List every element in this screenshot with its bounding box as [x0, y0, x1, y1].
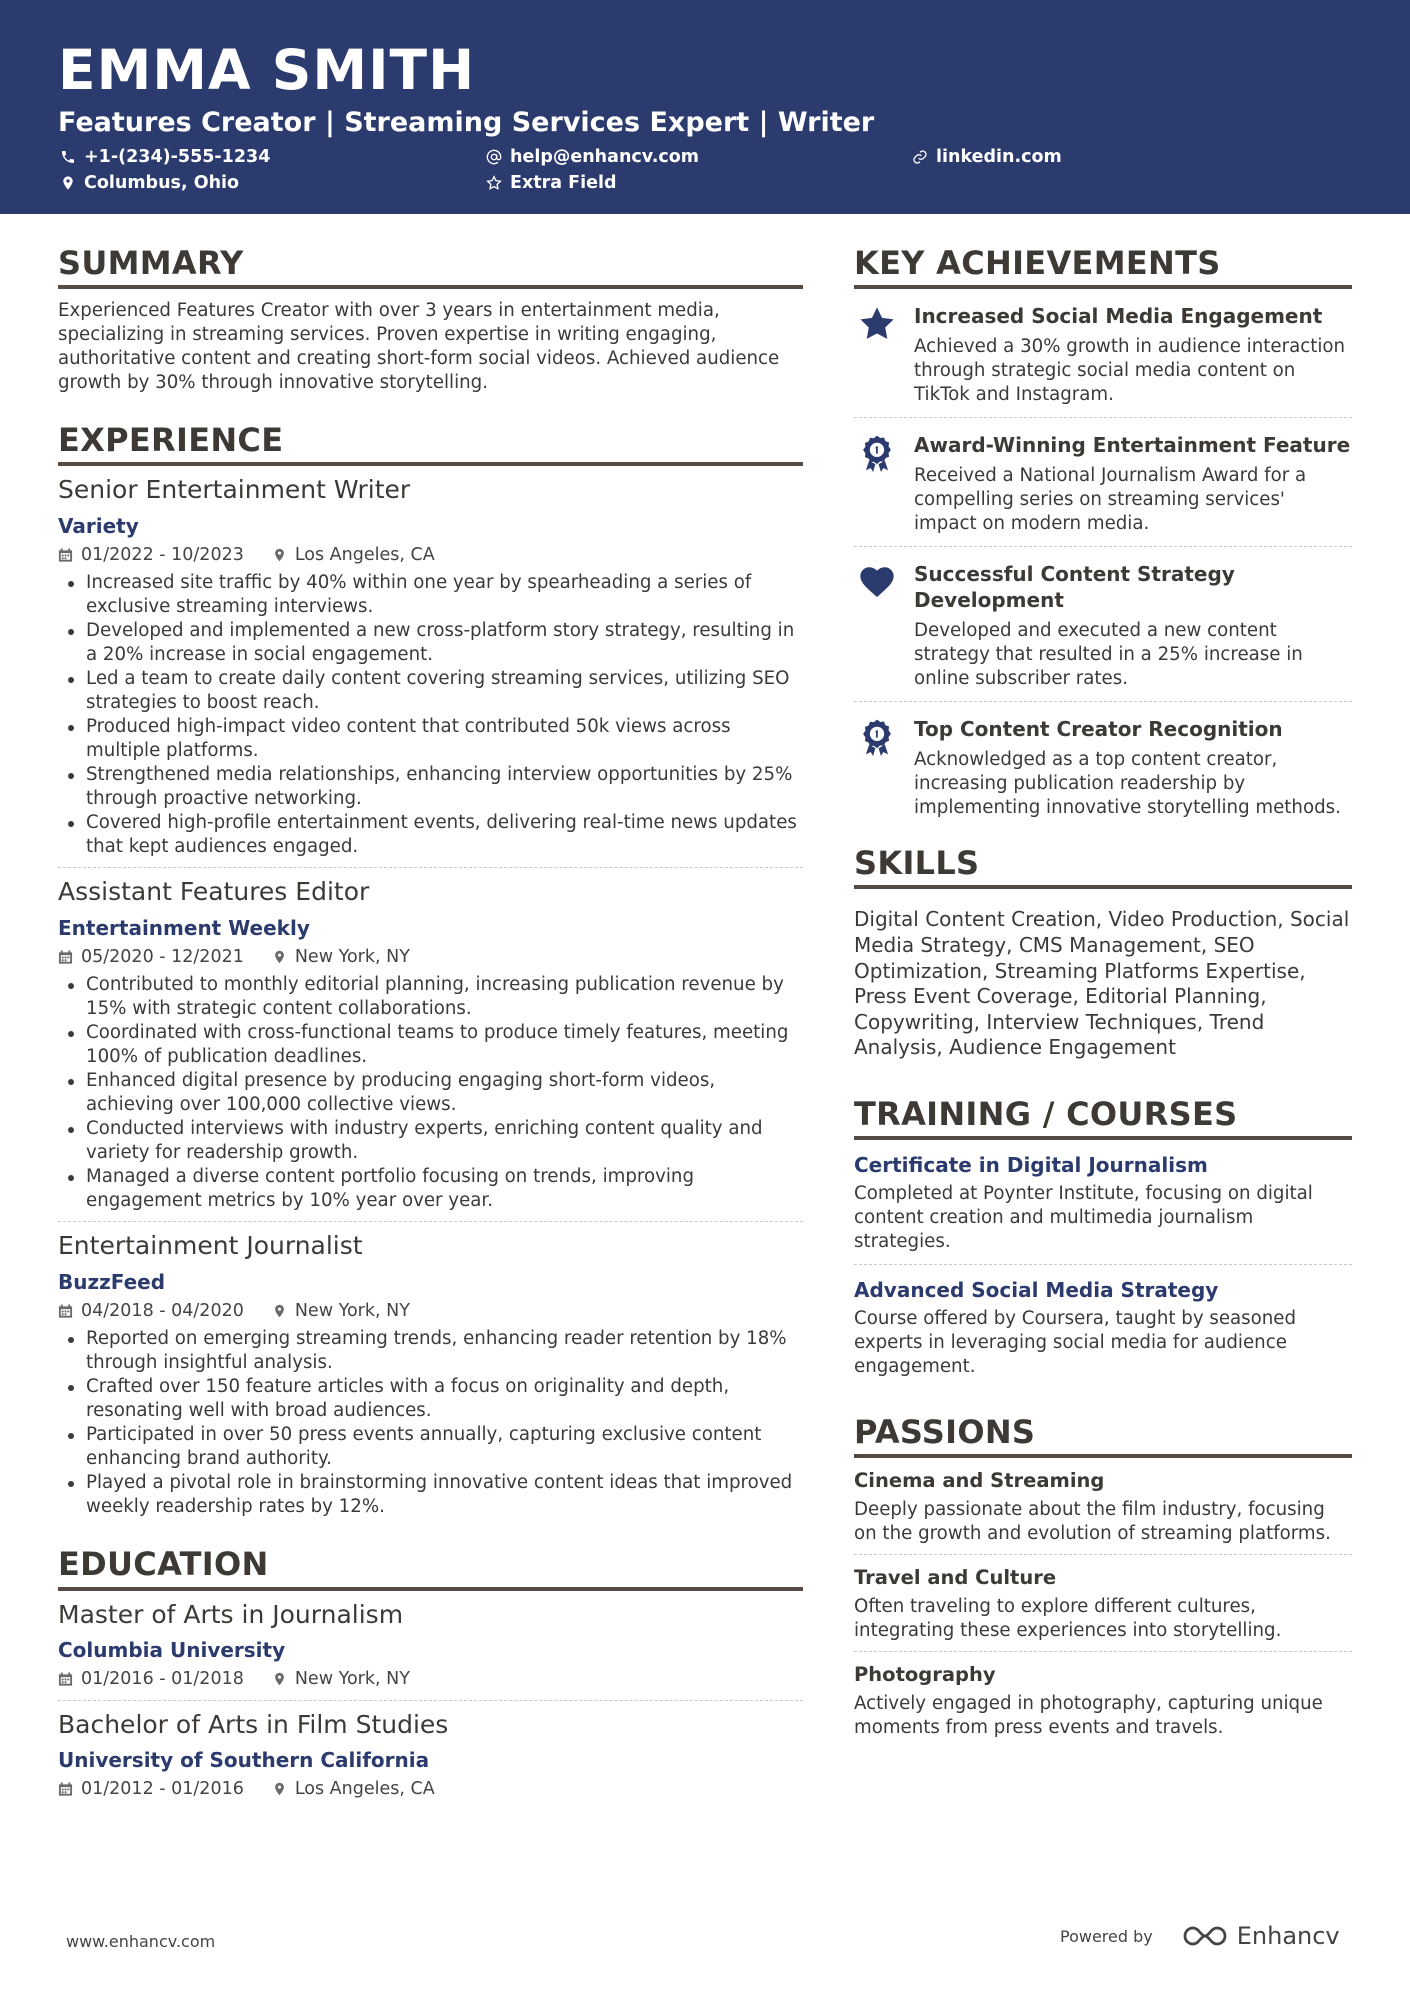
school-name: Columbia University: [58, 1638, 286, 1663]
footer-branding: [1060, 1922, 1340, 1950]
passion-item: [854, 1458, 1352, 1555]
company-name: Variety: [58, 513, 139, 538]
extra-text: Extra Field: [510, 173, 617, 194]
summary-heading: SUMMARY: [58, 246, 803, 289]
location-pin-icon: [272, 1671, 287, 1687]
calendar-icon: [58, 1781, 73, 1797]
email-text: help@enhancv.com: [510, 147, 700, 168]
star-icon: [858, 305, 896, 343]
list-item: Crafted over 150 feature articles with a focus on originality and depth, resonating well with broad audiences.: [58, 1375, 803, 1423]
calendar-icon: [58, 1671, 73, 1687]
passion-title: Cinema and Streaming: [854, 1469, 1105, 1493]
achievement-desc: Developed and executed a new content strategy that resulted in a 25% increase in online subscriber rates.: [914, 620, 1303, 690]
contact-location: [60, 173, 239, 193]
skills-list: Digital Content Creation, Video Production, Social Media Strategy, CMS Management, SEO Optimization, Streaming Platforms Expertise, Press Event Coverage, Editorial Planning, Copywriting, Interview Techniques, Trend Analysis, Audience Engagement: [854, 907, 1350, 1060]
list-item: Strengthened media relationships, enhancing interview opportunities by 25% through proactive networking.: [58, 763, 803, 811]
contact-extra: [486, 173, 617, 193]
contact-info: [58, 147, 1352, 203]
education-heading: EDUCATION: [58, 1547, 803, 1590]
achievement-title: Top Content Creator Recognition: [914, 717, 1283, 742]
passion-desc: Actively engaged in photography, capturing unique moments from press events and travels.: [854, 1693, 1323, 1739]
achievement-item: [854, 418, 1352, 547]
passion-desc: Often traveling to explore different cultures, integrating these experiences into storytelling.: [854, 1596, 1282, 1642]
calendar-icon: [58, 547, 73, 563]
education-meta: [58, 1777, 803, 1802]
passion-item: [854, 1652, 1352, 1748]
training-section: [854, 1094, 1352, 1389]
degree-title: Master of Arts in Journalism: [58, 1599, 404, 1629]
calendar-icon: [58, 1303, 73, 1319]
list-item: Developed and implemented a new cross-platform story strategy, resulting in a 20% increase in social engagement.: [58, 619, 803, 667]
skills-section: [854, 846, 1352, 1061]
experience-entry: [58, 1221, 803, 1519]
job-title: Senior Entertainment Writer: [58, 475, 411, 505]
achievement-title: Successful Content Strategy Development: [914, 562, 1235, 613]
candidate-name: EMMA SMITH: [58, 38, 476, 102]
course-desc: Course offered by Coursera, taught by seasoned experts in leveraging social media for audience engagement.: [854, 1308, 1297, 1378]
list-item: Managed a diverse content portfolio focusing on trends, improving engagement metrics by 10% year over year.: [58, 1165, 803, 1213]
passion-title: Photography: [854, 1663, 996, 1687]
passion-title: Travel and Culture: [854, 1566, 1057, 1590]
education-location: New York, NY: [272, 1667, 410, 1692]
education-dates: 01/2016 - 01/2018: [58, 1667, 244, 1692]
job-location: New York, NY: [272, 945, 410, 970]
award-ribbon-icon: [858, 718, 896, 756]
passions-heading: PASSIONS: [854, 1415, 1352, 1458]
contact-linkedin[interactable]: [912, 147, 1062, 167]
job-bullets: [58, 973, 803, 1213]
job-location: Los Angeles, CA: [272, 543, 435, 568]
calendar-icon: [58, 949, 73, 965]
summary-section: [58, 246, 803, 395]
link-icon: [912, 149, 928, 165]
passions-section: [854, 1415, 1352, 1748]
linkedin-text: linkedin.com: [936, 147, 1062, 168]
location-pin-icon: [272, 1303, 287, 1319]
job-meta: [58, 945, 803, 970]
achievements-heading: KEY ACHIEVEMENTS: [854, 246, 1352, 289]
list-item: Produced high-impact video content that contributed 50k views across multiple platforms.: [58, 715, 803, 763]
resume-header: [0, 0, 1410, 214]
list-item: Participated in over 50 press events annually, capturing exclusive content enhancing brand authority.: [58, 1423, 803, 1471]
powered-by-label: Powered by: [1060, 1926, 1153, 1946]
job-bullets: [58, 1327, 803, 1519]
achievement-title: Award-Winning Entertainment Feature: [914, 433, 1351, 458]
list-item: Led a team to create daily content covering streaming services, utilizing SEO strategies to boost reach.: [58, 667, 803, 715]
education-entry: [58, 1591, 803, 1692]
contact-email[interactable]: [486, 147, 699, 167]
degree-title: Bachelor of Arts in Film Studies: [58, 1709, 449, 1739]
location-pin-icon: [60, 175, 76, 191]
achievement-desc: Achieved a 30% growth in audience interaction through strategic social media content on TikTok and Instagram.: [914, 336, 1346, 406]
location-pin-icon: [272, 547, 287, 563]
course-title: Advanced Social Media Strategy: [854, 1278, 1219, 1303]
job-dates: 04/2018 - 04/2020: [58, 1299, 244, 1324]
achievement-item: [854, 289, 1352, 418]
job-dates: 01/2022 - 10/2023: [58, 543, 244, 568]
enhancv-logo[interactable]: [1181, 1922, 1340, 1950]
list-item: Coordinated with cross-functional teams to produce timely features, meeting 100% of publication deadlines.: [58, 1021, 803, 1069]
course-desc: Completed at Poynter Institute, focusing on digital content creation and multimedia journalism strategies.: [854, 1183, 1313, 1253]
phone-text: +1-(234)-555-1234: [84, 147, 271, 168]
achievement-desc: Acknowledged as a top content creator, increasing publication readership by implementing innovative storytelling methods.: [914, 749, 1341, 819]
right-column: [854, 246, 1352, 1748]
heart-icon: [858, 563, 896, 601]
job-meta: [58, 543, 803, 568]
at-icon: [486, 149, 502, 165]
education-location: Los Angeles, CA: [272, 1777, 435, 1802]
list-item: Played a pivotal role in brainstorming innovative content ideas that improved weekly readership rates by 12%.: [58, 1471, 803, 1519]
list-item: Covered high-profile entertainment events, delivering real-time news updates that kept audiences engaged.: [58, 811, 803, 859]
job-dates: 05/2020 - 12/2021: [58, 945, 244, 970]
left-column: [58, 246, 803, 1802]
candidate-tagline: Features Creator | Streaming Services Expert | Writer: [58, 106, 875, 138]
enhancv-brand-text: Enhancv: [1236, 1922, 1340, 1950]
award-ribbon-icon: [858, 434, 896, 472]
education-dates: 01/2012 - 01/2016: [58, 1777, 244, 1802]
job-title: Entertainment Journalist: [58, 1231, 363, 1261]
footer-website-link[interactable]: www.enhancv.com: [66, 1932, 216, 1951]
list-item: Enhanced digital presence by producing engaging short-form videos, achieving over 100,000 collective views.: [58, 1069, 803, 1117]
passion-desc: Deeply passionate about the film industry, focusing on the growth and evolution of streaming platforms.: [854, 1499, 1331, 1545]
location-pin-icon: [272, 949, 287, 965]
phone-icon: [60, 149, 76, 165]
skills-heading: SKILLS: [854, 846, 1352, 889]
training-heading: TRAINING / COURSES: [854, 1097, 1352, 1140]
list-item: Reported on emerging streaming trends, enhancing reader retention by 18% through insightful analysis.: [58, 1327, 803, 1375]
location-text: Columbus, Ohio: [84, 173, 240, 194]
experience-heading: EXPERIENCE: [58, 423, 803, 466]
location-pin-icon: [272, 1781, 287, 1797]
job-location: New York, NY: [272, 1299, 410, 1324]
list-item: Contributed to monthly editorial planning, increasing publication revenue by 15% with strategic content collaborations.: [58, 973, 803, 1021]
achievement-title: Increased Social Media Engagement: [914, 304, 1323, 329]
job-meta: [58, 1299, 803, 1324]
list-item: Increased site traffic by 40% within one year by spearheading a series of exclusive streaming interviews.: [58, 571, 803, 619]
school-name: University of Southern California: [58, 1748, 430, 1773]
star-outline-icon: [486, 175, 502, 191]
job-title: Assistant Features Editor: [58, 877, 370, 907]
list-item: Conducted interviews with industry experts, enriching content quality and variety for readership growth.: [58, 1117, 803, 1165]
experience-entry: [58, 867, 803, 1213]
education-entry: [58, 1700, 803, 1802]
passion-item: [854, 1555, 1352, 1652]
education-section: [58, 1547, 803, 1801]
experience-section: [58, 423, 803, 1519]
contact-phone[interactable]: [60, 147, 270, 167]
course-title: Certificate in Digital Journalism: [854, 1153, 1208, 1178]
achievement-item: [854, 702, 1352, 830]
company-name: Entertainment Weekly: [58, 915, 310, 940]
enhancv-logo-icon: [1181, 1923, 1229, 1949]
achievement-desc: Received a National Journalism Award for a compelling series on streaming services' impact on modern media.: [914, 465, 1307, 535]
course-item: [854, 1140, 1352, 1265]
achievement-item: [854, 547, 1352, 702]
job-bullets: [58, 571, 803, 859]
experience-entry: [58, 466, 803, 859]
company-name: BuzzFeed: [58, 1269, 166, 1294]
summary-text: Experienced Features Creator with over 3 years in entertainment media, specializing in streaming services. Proven expertise in writing engaging, authoritative content and creating short-form social videos. Achieved audience growth by 30% through innovative storytelling.: [58, 300, 780, 394]
achievements-section: [854, 246, 1352, 830]
education-meta: [58, 1667, 803, 1692]
course-item: [854, 1265, 1352, 1389]
